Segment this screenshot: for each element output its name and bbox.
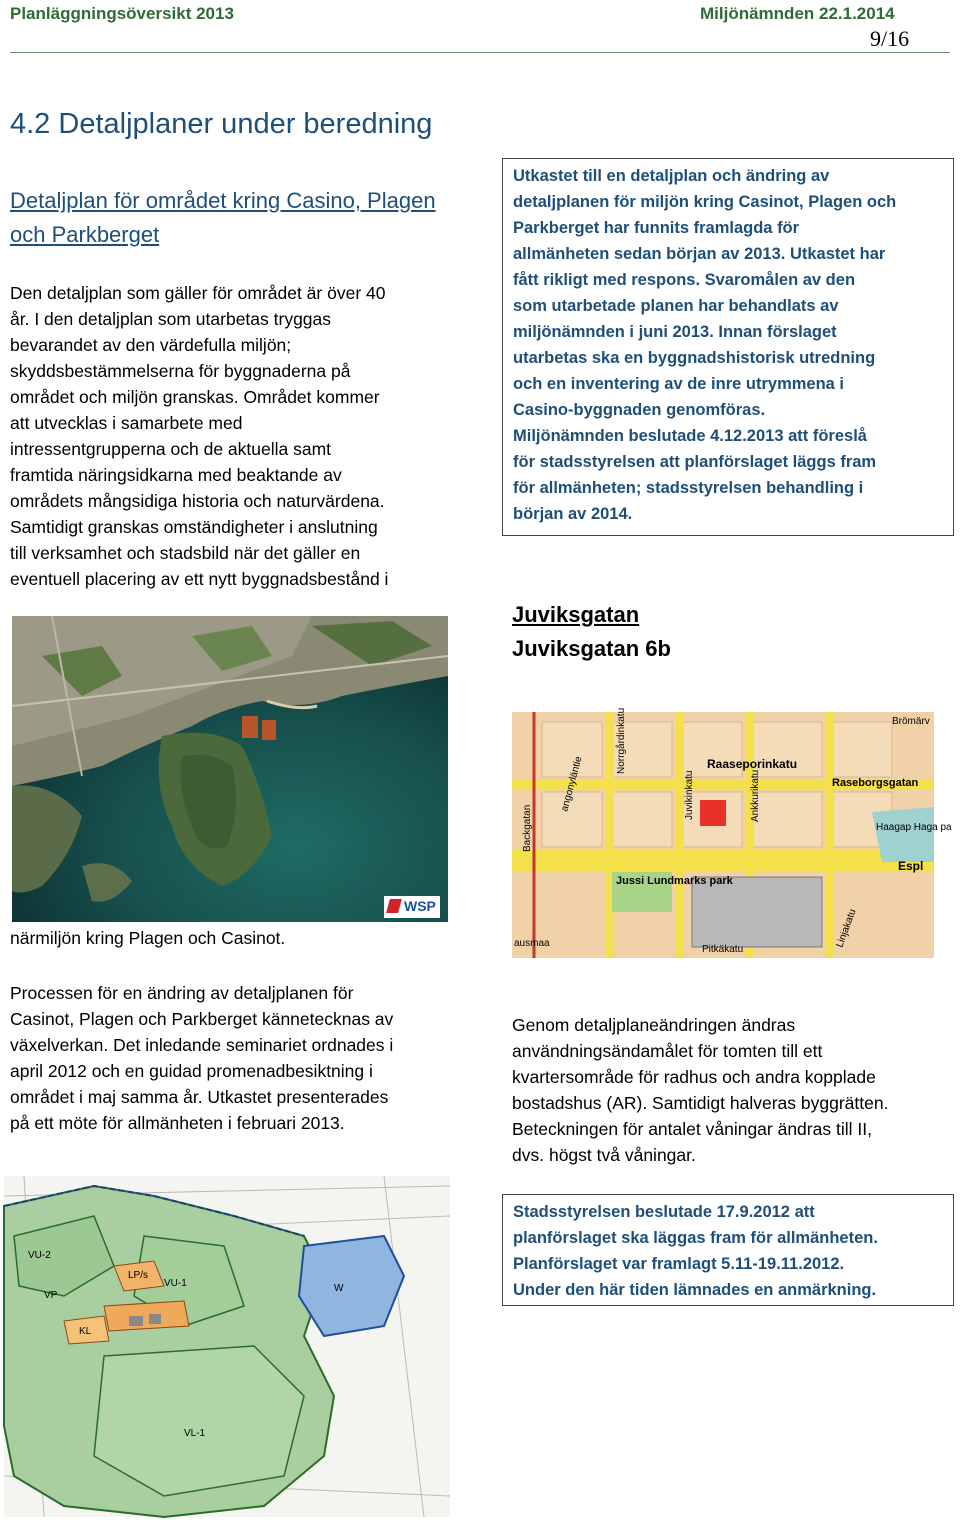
- text-line: allmänheten sedan början av 2013. Utkastet har: [513, 245, 886, 263]
- text-line: april 2012 och en guidad promenadbesiktning i: [10, 1061, 373, 1081]
- text-line: Casino-byggnaden genomföras.: [513, 401, 766, 419]
- text-line: och en inventering av de inre utrymmena i: [513, 375, 845, 393]
- process-description: [10, 980, 480, 1136]
- map-label-angonylantie: angonyläntie: [559, 755, 585, 813]
- text-line: områdets mångsidiga historia och naturvärdena.: [10, 491, 385, 511]
- text-line: dvs. högst två våningar.: [512, 1145, 696, 1165]
- text-line: att utvecklas i samarbete med: [10, 413, 243, 433]
- text-line: bevarandet av den värdefulla miljön;: [10, 335, 292, 355]
- plan-label-w: W: [334, 1283, 344, 1294]
- text-line: Genom detaljplaneändringen ändras: [512, 1015, 796, 1035]
- text-line: Stadsstyrelsen beslutade 17.9.2012 att: [513, 1203, 815, 1221]
- plan-label-kl: KL: [79, 1326, 92, 1337]
- text-line: Casinot, Plagen och Parkberget kännetecknas av: [10, 1009, 394, 1029]
- map-label-haaga: Haagap Haga pa: [876, 822, 952, 833]
- text-line: Processen för en ändring av detaljplanen för: [10, 983, 354, 1003]
- wsp-logo-text: WSP: [404, 898, 436, 914]
- map-label-lundmarks-park: Jussi Lundmarks park: [616, 875, 733, 887]
- aerial-photo-graphic: [12, 616, 448, 922]
- plan-subheading: Detaljplan för området kring Casino, Plagen och Parkberget: [10, 188, 436, 247]
- wsp-logo: [384, 896, 440, 918]
- header-rule: [10, 52, 950, 53]
- text-line: för stadsstyrelsen att planförslaget läggs fram: [513, 453, 877, 471]
- aerial-caption: närmiljön kring Plagen och Casinot.: [10, 928, 286, 948]
- text-line: för allmänheten; stadsstyrelsen behandling i: [513, 479, 864, 497]
- text-line: Samtidigt granskas omständigheter i anslutning: [10, 517, 378, 537]
- text-line: fått rikligt med respons. Svaromålen av den: [513, 271, 856, 289]
- zoning-plan-map: [4, 1176, 450, 1517]
- plan-label-vl1: VL-1: [184, 1428, 206, 1439]
- juviksgatan-6b-heading: Juviksgatan 6b: [512, 636, 671, 661]
- map-label-juvikinkatu: Juvikinkatu: [684, 770, 695, 820]
- status-box-juviksgatan: [502, 1194, 954, 1306]
- header-meeting-date: Miljönämnden 22.1.2014: [700, 4, 895, 23]
- text-line: växelverkan. Det inledande seminariet ordnades i: [10, 1035, 394, 1055]
- text-line: bostadshus (AR). Samtidigt halveras byggrätten.: [512, 1093, 889, 1113]
- text-line: planförslaget ska läggas fram för allmänheten.: [513, 1229, 878, 1247]
- text-line: området i maj samma år. Utkastet presenterades: [10, 1087, 389, 1107]
- text-line: Under den här tiden lämnades en anmärkning.: [513, 1281, 877, 1299]
- juviksgatan-heading: Juviksgatan: [512, 602, 640, 627]
- plan-label-lps: LP/s: [128, 1270, 149, 1281]
- aerial-photo: [12, 616, 448, 922]
- zoning-plan-graphic: [4, 1176, 450, 1517]
- text-line: som utarbetade planen har behandlats av: [513, 297, 839, 315]
- text-line: skyddsbestämmelserna för byggnaderna på: [10, 361, 351, 381]
- text-line: på ett möte för allmänheten i februari 2013.: [10, 1113, 345, 1133]
- text-line: till verksamhet och stadsbild när det gäller en: [10, 543, 361, 563]
- map-label-bromarv: Brömärv: [892, 716, 930, 727]
- plan-label-vu2: VU-2: [28, 1250, 51, 1261]
- map-label-backgatan: Backgatan: [522, 804, 533, 852]
- status-box-casino: [502, 158, 954, 536]
- status-box-text: [513, 163, 943, 527]
- page-number: 9/16: [870, 26, 910, 51]
- section-title: 4.2 Detaljplaner under beredning: [10, 108, 433, 140]
- text-line: detaljplanen för miljön kring Casinot, Plagen och: [513, 193, 897, 211]
- map-label-linjakatu: Linjakatu: [834, 907, 859, 950]
- text-line: år. I den detaljplan som utarbetas tryggas: [10, 309, 332, 329]
- text-line: miljönämnden i juni 2013. Innan förslaget: [513, 323, 837, 341]
- plan-description: [10, 280, 480, 592]
- street-map-graphic: [512, 707, 952, 958]
- plan-label-vp: VP: [44, 1290, 58, 1301]
- text-line: Miljönämnden beslutade 4.12.2013 att föreslå: [513, 427, 867, 445]
- text-line: intressentgrupperna och de aktuella samt: [10, 439, 332, 459]
- status-box-text: [513, 1199, 943, 1303]
- text-line: Parkberget har funnits framlagda för: [513, 219, 800, 237]
- header-doc-title: Planläggningsöversikt 2013: [10, 4, 234, 23]
- street-map: [512, 707, 952, 958]
- text-line: framtida näringsidkarna med beaktande av: [10, 465, 342, 485]
- text-line: kvartersområde för radhus och andra kopplade: [512, 1067, 876, 1087]
- map-label-raseborgsgatan: Raseborgsgatan: [832, 777, 919, 789]
- text-line: Utkastet till en detaljplan och ändring av: [513, 167, 830, 185]
- text-line: Planförslaget var framlagt 5.11-19.11.2012.: [513, 1255, 845, 1273]
- juviksgatan-description: [512, 1012, 952, 1168]
- text-line: eventuell placering av ett nytt byggnadsbestånd i: [10, 569, 389, 589]
- text-line: Beteckningen för antalet våningar ändras till II,: [512, 1119, 872, 1139]
- wsp-logo-mark: [386, 899, 402, 913]
- text-line: användningsändamålet för tomten till ett: [512, 1041, 823, 1061]
- map-label-espl: Espl: [898, 859, 924, 873]
- text-line: utarbetas ska en byggnadshistorisk utredning: [513, 349, 876, 367]
- map-label-pitkakatu: Pitkäkatu: [702, 944, 744, 955]
- text-line: Den detaljplan som gäller för området är över 40: [10, 283, 386, 303]
- map-label-ausmaa: ausmaa: [514, 938, 550, 949]
- text-line: början av 2014.: [513, 505, 633, 523]
- map-label-raaseporinkatu: Raaseporinkatu: [707, 757, 798, 771]
- map-label-ankkurikatu: Ankkurikatu: [750, 769, 761, 822]
- map-label-norrgardinkatu: Norrgårdinkatu: [616, 707, 627, 774]
- plan-label-vu1: VU-1: [164, 1278, 187, 1289]
- text-line: området och miljön granskas. Området kommer: [10, 387, 380, 407]
